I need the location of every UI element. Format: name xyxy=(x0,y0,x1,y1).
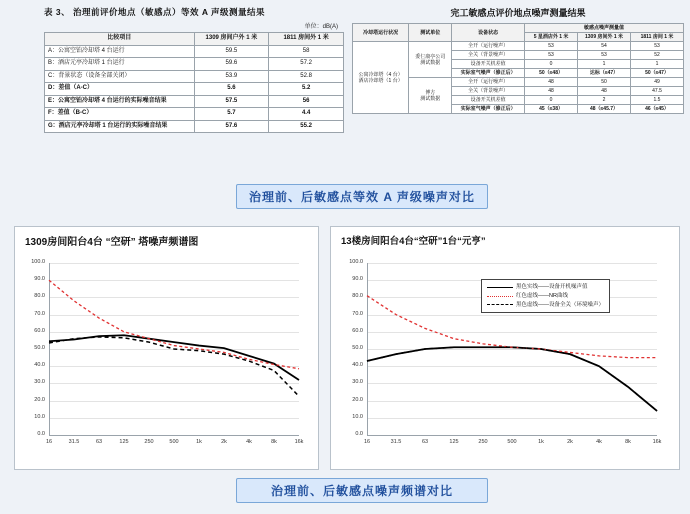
x-axis-tick: 250 xyxy=(144,439,154,445)
y-axis-tick: 100.0 xyxy=(31,259,45,265)
table2-cell: 0 xyxy=(525,60,578,69)
table1-col-2: 1811 房间外 1 米 xyxy=(269,33,344,46)
chart-series-layer xyxy=(49,263,299,435)
x-axis-tick: 16k xyxy=(294,439,304,445)
table2-cell: 53 xyxy=(631,42,684,51)
table2-side-label: 公寓冷却塔（4 台） 酒店冷却塔（1 台） xyxy=(353,42,409,114)
table2-cell: 达标（≤47） xyxy=(578,69,631,78)
table2-col-unit: 测试单位 xyxy=(409,24,452,42)
table2-cell: 48 xyxy=(578,87,631,96)
y-axis-tick: 20.0 xyxy=(34,396,45,403)
x-axis-tick: 1k xyxy=(538,439,544,445)
table1-cell: B：酒店元亭冷却塔 1 台运行 xyxy=(45,58,195,71)
chart-panel-1309 xyxy=(14,226,319,470)
table2-cell: 1 xyxy=(578,60,631,69)
y-axis-tick: 0.0 xyxy=(355,431,363,437)
x-axis-tick: 4k xyxy=(246,439,252,445)
table2-group-header: 敏感点噪声测量值 xyxy=(525,24,684,33)
y-axis-tick: 50.0 xyxy=(34,345,45,351)
y-axis-tick: 30.0 xyxy=(34,379,45,386)
table-row xyxy=(45,120,344,133)
y-axis-tick: 50.0 xyxy=(352,345,363,351)
table1-cell: 59.6 xyxy=(194,58,269,71)
table1-cell: 57.2 xyxy=(269,58,344,71)
table1-cell: E：公寓空铂冷却塔 4 台运行的实际噪音结果 xyxy=(45,95,195,108)
y-axis-tick: 40.0 xyxy=(34,362,45,369)
x-axis-tick: 500 xyxy=(507,439,517,445)
y-axis-tick: 40.0 xyxy=(352,362,363,369)
x-axis-tick: 63 xyxy=(421,439,429,445)
y-axis-tick: 20.0 xyxy=(352,396,363,403)
chart-series-line xyxy=(367,347,657,411)
table2-cell: 50（≤48） xyxy=(525,69,578,78)
table2-cell: 实际室气噪声（修正后） xyxy=(452,69,525,78)
banner-spectrum-comparison: 治理前、后敏感点噪声频谱对比 xyxy=(236,478,488,503)
table2-cell: 45（≤38） xyxy=(525,105,578,114)
table2-cell: 2 xyxy=(578,96,631,105)
table1-cell: 52.8 xyxy=(269,70,344,83)
table1-cell: 57.5 xyxy=(194,95,269,108)
chart-series-line xyxy=(49,335,299,380)
table1-col-1: 1309 房间户外 1 米 xyxy=(194,33,269,46)
table2-cell: 48 xyxy=(525,78,578,87)
chart-series-line xyxy=(49,280,299,369)
table2-cell: 46（≤45） xyxy=(631,105,684,114)
table1-cell: 58 xyxy=(269,45,344,58)
legend-label: 红色虚线——NR曲线 xyxy=(516,292,568,299)
table-row xyxy=(45,45,344,58)
legend-item xyxy=(487,283,604,292)
table1-cell: 56 xyxy=(269,95,344,108)
legend-label: 黑色虚线——设备全关（环境噪声） xyxy=(516,301,605,308)
table2-cell: 1 xyxy=(631,60,684,69)
table2-cell: 53 xyxy=(578,51,631,60)
chart1-plot xyxy=(31,259,304,445)
table2-cell: 50（≤47） xyxy=(631,69,684,78)
table1-cell: 5.2 xyxy=(269,83,344,96)
table2-cell: 1.5 xyxy=(631,96,684,105)
x-axis-tick: 1k xyxy=(196,439,202,445)
legend-swatch-icon xyxy=(487,304,513,305)
table1-cell: C：背景状态（设备全部关闭） xyxy=(45,70,195,83)
x-axis xyxy=(367,435,657,436)
table2-cell: 53 xyxy=(525,42,578,51)
x-axis-tick: 16 xyxy=(363,439,371,445)
y-axis-tick: 80.0 xyxy=(352,293,363,300)
table2-cell: 49 xyxy=(631,78,684,87)
legend-item xyxy=(487,301,604,310)
table2-cell: 47.5 xyxy=(631,87,684,96)
legend-item xyxy=(487,292,604,301)
x-axis-tick: 63 xyxy=(95,439,103,445)
table2-cell: 48 xyxy=(525,87,578,96)
table2-cell: 53 xyxy=(525,51,578,60)
table1-panel xyxy=(44,6,344,133)
table1-cell: 57.6 xyxy=(194,120,269,133)
table-row xyxy=(45,108,344,121)
table1-cell: G：酒店元亭冷却塔 1 台运行的实际噪音结果 xyxy=(45,120,195,133)
table2-col-c: 1811 房间 1 米 xyxy=(631,33,684,42)
table-row xyxy=(45,95,344,108)
table2-group-header-row xyxy=(353,24,684,33)
x-axis-tick: 500 xyxy=(169,439,179,445)
table2-cell: 54 xyxy=(578,42,631,51)
table1-unit: 单位：dB(A) xyxy=(304,24,338,30)
chart-series-line xyxy=(367,347,657,411)
y-axis-tick: 60.0 xyxy=(34,327,45,334)
table2-cell: 52 xyxy=(631,51,684,60)
table2-col-state: 冷却塔运行状况 xyxy=(353,24,409,42)
table1 xyxy=(44,32,344,133)
table2-title: 完工敏感点评价地点噪声测量结果 xyxy=(450,8,586,18)
table2-cell: 设备开关机差值 xyxy=(452,96,525,105)
table-row xyxy=(353,42,684,51)
table2-unit-label: 委仨康亭公司 测试数据 xyxy=(409,42,452,78)
table2-cell: 全开（运行噪声） xyxy=(452,78,525,87)
table1-cell: D：差值（A-C） xyxy=(45,83,195,96)
table1-cell: 53.9 xyxy=(194,70,269,83)
table2-cell: 实际室气噪声（修正后） xyxy=(452,105,525,114)
table1-cell: 59.5 xyxy=(194,45,269,58)
table2-cell: 全开（运行噪声） xyxy=(452,42,525,51)
table1-cell: A：公寓空铂冷却塔 4 台运行 xyxy=(45,45,195,58)
x-axis-tick: 8k xyxy=(625,439,631,445)
table-row xyxy=(45,83,344,96)
chart-panel-13f xyxy=(330,226,680,470)
chart2-legend xyxy=(481,279,610,313)
y-axis-tick: 70.0 xyxy=(352,310,363,317)
y-axis-tick: 10.0 xyxy=(352,413,363,420)
x-axis xyxy=(49,435,299,436)
table1-title: 表 3、 治理前评价地点（敏感点）等效 A 声级测量结果 xyxy=(44,7,265,17)
table2-panel xyxy=(352,6,684,114)
table2-col-device: 设备状态 xyxy=(452,24,525,42)
table1-col-0: 比较项目 xyxy=(45,33,195,46)
table1-cell: 5.7 xyxy=(194,108,269,121)
legend-swatch-icon xyxy=(487,287,513,288)
chart1-title: 1309房间阳台4台 “空研” 塔噪声频谱图 xyxy=(25,237,199,248)
table1-cell: 55.2 xyxy=(269,120,344,133)
y-axis-tick: 60.0 xyxy=(352,327,363,334)
table1-header-row xyxy=(45,33,344,46)
banner-level-comparison: 治理前、后敏感点等效 A 声级噪声对比 xyxy=(236,184,488,209)
x-axis-tick: 2k xyxy=(221,439,227,445)
x-axis-tick: 250 xyxy=(478,439,488,445)
y-axis-tick: 90.0 xyxy=(352,276,363,283)
table2-col-b: 1309 房间外 1 米 xyxy=(578,33,631,42)
table2 xyxy=(352,23,684,114)
table2-col-a: 5 星酒店外 1 米 xyxy=(525,33,578,42)
y-axis-tick: 100.0 xyxy=(349,259,363,265)
y-axis-tick: 80.0 xyxy=(34,293,45,300)
y-axis-tick: 10.0 xyxy=(34,413,45,420)
x-axis-tick: 31.5 xyxy=(68,439,80,445)
table2-cell: 48（≤45.7） xyxy=(578,105,631,114)
x-axis-tick: 31.5 xyxy=(390,439,402,445)
x-axis-tick: 2k xyxy=(567,439,573,445)
table-row xyxy=(45,70,344,83)
x-axis-tick: 125 xyxy=(119,439,129,445)
x-axis-tick: 8k xyxy=(271,439,277,445)
legend-swatch-icon xyxy=(487,296,513,297)
table2-cell: 设备开关机差值 xyxy=(452,60,525,69)
x-axis-tick: 4k xyxy=(596,439,602,445)
x-axis-tick: 125 xyxy=(449,439,459,445)
table1-cell: F：差值（B-C） xyxy=(45,108,195,121)
x-axis-tick: 16 xyxy=(45,439,53,445)
y-axis-tick: 90.0 xyxy=(34,276,45,283)
table2-cell: 全关（背景噪声） xyxy=(452,51,525,60)
table2-cell: 50 xyxy=(578,78,631,87)
table2-unit-label: 博方 测试数据 xyxy=(409,78,452,114)
legend-label: 黑色实线——设备开机噪声值 xyxy=(516,284,588,290)
x-axis-tick: 16k xyxy=(652,439,662,445)
table2-cell: 全关（背景噪声） xyxy=(452,87,525,96)
table-row xyxy=(45,58,344,71)
table2-cell: 0 xyxy=(525,96,578,105)
chart2-title: 13楼房间阳台4台“空研”1台“元亨” xyxy=(341,236,486,247)
table1-cell: 4.4 xyxy=(269,108,344,121)
table1-cell: 5.6 xyxy=(194,83,269,96)
y-axis-tick: 70.0 xyxy=(34,310,45,317)
y-axis-tick: 0.0 xyxy=(37,431,45,437)
y-axis-tick: 30.0 xyxy=(352,379,363,386)
